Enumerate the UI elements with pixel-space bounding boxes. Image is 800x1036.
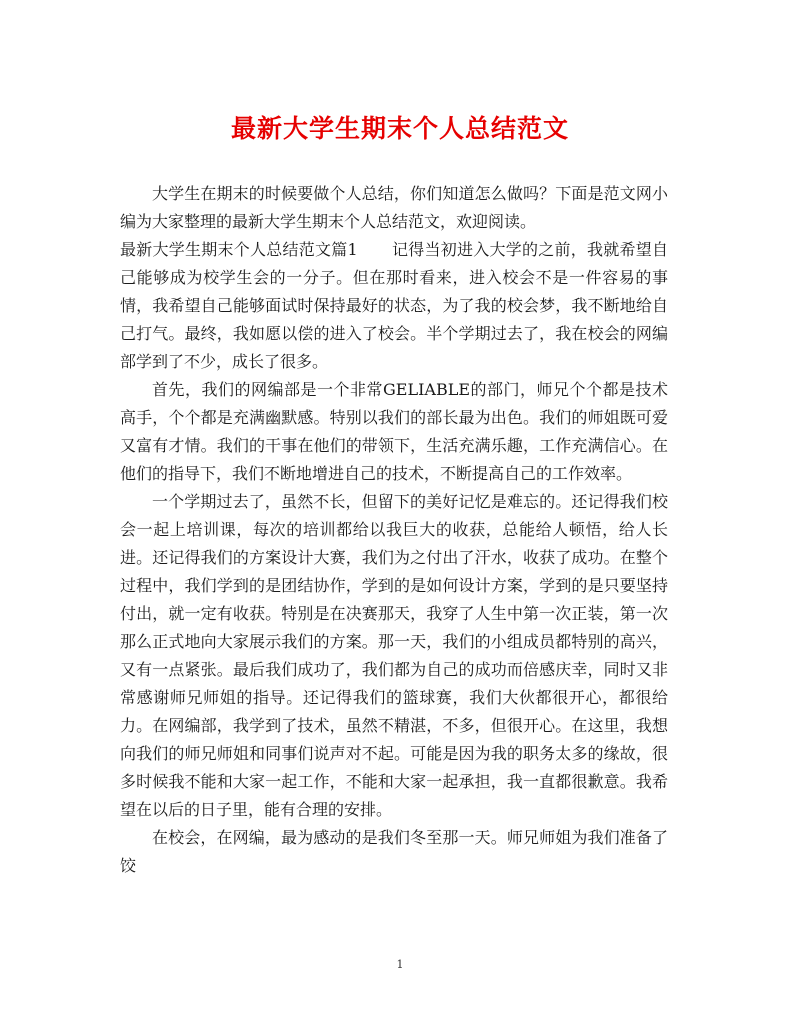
section-heading: 最新大学生期末个人总结范文篇1 [120, 240, 358, 259]
intro-paragraph: 大学生在期末的时候要做个人总结，你们知道怎么做吗？下面是范文网小编为大家整理的最新大学生期末个人总结范文，欢迎阅读。 [120, 184, 668, 231]
body-paragraph: 在校会，在网编，最为感动的是我们冬至那一天。师兄师姐为我们准备了饺 [120, 828, 668, 875]
document-body [120, 180, 668, 880]
body-paragraph: 首先，我们的网编部是一个非常GELIABLE的部门，师兄个个都是技术高手，个个都是充满幽默感。特别以我们的部长最为出色。我们的师姐既可爱又富有才情。我们的干事在他们的带领下，生活充满乐趣，工作充满信心。在他们的指导下，我们不断地增进自己的技术，不断提高自己的工作效率。 [120, 380, 668, 483]
body-paragraph: 一个学期过去了，虽然不长，但留下的美好记忆是难忘的。还记得我们校会一起上培训课，每次的培训都给以我巨大的收获，总能给人顿悟，给人长进。还记得我们的方案设计大赛，我们为之付出了汗水，收获了成功。在整个过程中，我们学到的是团结协作，学到的是如何设计方案，学到的是只要坚持付出，就一定有收获。特别是在决赛那天，我穿了人生中第一次正装，第一次那么正式地向大家展示我们的方案。那一天，我们的小组成员都特别的高兴，又有一点紧张。最后我们成功了，我们都为自己的成功而倍感庆幸，同时又非常感谢师兄师姐的指导。还记得我们的篮球赛，我们大伙都很开心，都很给力。在网编部，我学到了技术，虽然不精湛，不多，但很开心。在这里，我想向我们的师兄师姐和同事们说声对不起。可能是因为我的职务太多的缘故，很多时候我不能和大家一起工作，不能和大家一起承担，我一直都很歉意。我希望在以后的日子里，能有合理的安排。 [120, 492, 668, 819]
page-number: 1 [396, 958, 404, 971]
section-first-paragraph [120, 236, 668, 376]
section-start-text: 记得当初进入大学的之前，我就希望自己能够成为校学生会的一分子。但在那时看来，进入校会不是一件容易的事情，我希望自己能够面试时保持最好的状态，为了我的校会梦，我不断地给自己打气。最终，我如愿以偿的进入了校会。半个学期过去了，我在校会的网编部学到了不少，成长了很多。 [120, 240, 668, 371]
document-title: 最新大学生期末个人总结范文 [230, 114, 569, 143]
